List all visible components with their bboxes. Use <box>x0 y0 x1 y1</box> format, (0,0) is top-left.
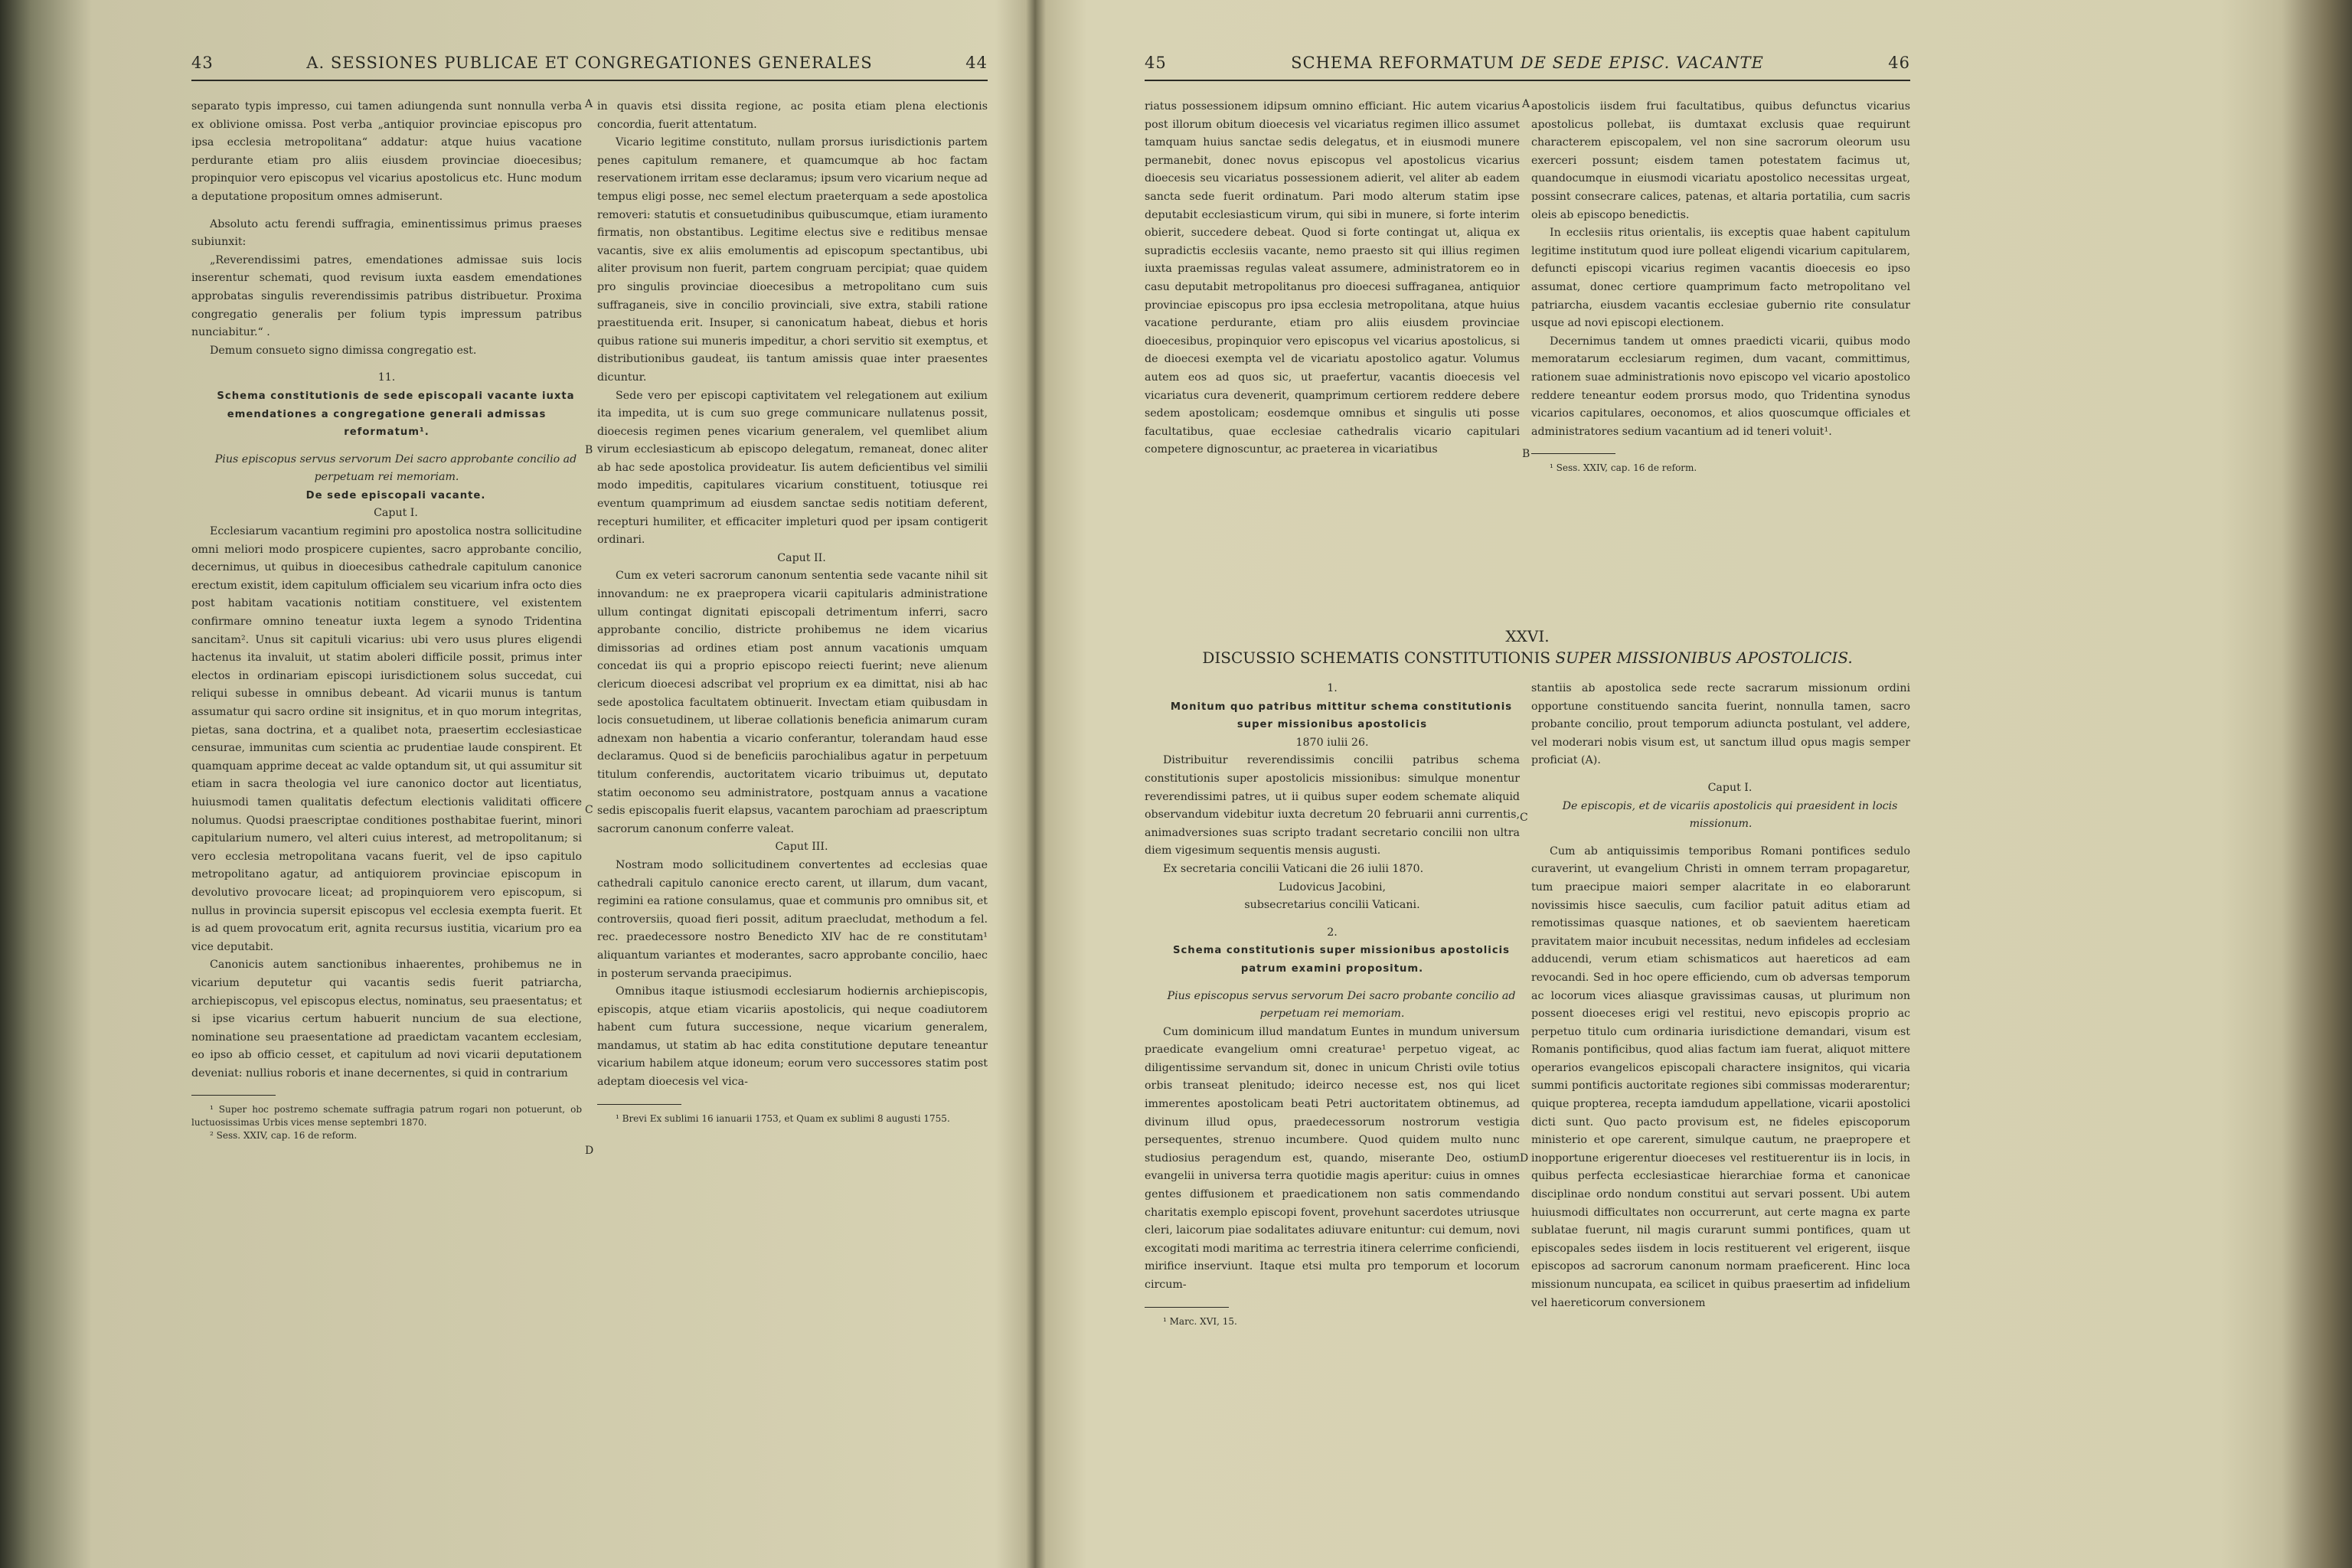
column-right-bottom <box>1531 680 1910 1312</box>
running-title <box>1145 54 1910 72</box>
margin-letter: C <box>1520 812 1528 824</box>
margin-letter: B <box>585 444 593 456</box>
margin-letter: A <box>585 98 593 110</box>
footnote-rule <box>1145 1307 1229 1308</box>
section-title-italic: SUPER MISSIONIBUS APOSTOLICIS. <box>1555 648 1853 667</box>
footnote: ² Sess. XXIV, cap. 16 de reform. <box>210 1130 358 1142</box>
section-heading: Schema constitutionis super missionibus apostolicis patrum examini propositum. <box>1172 945 1511 975</box>
footnote: ¹ Brevi Ex sublimi 16 ianuarii 1753, et Quam ex sublimi 8 augusti 1755. <box>616 1112 950 1124</box>
section-number: 2. <box>1327 926 1338 939</box>
paragraph: Canonicis autem sanctionibus inhaerentes, prohibemus ne in vicarium deputetur qui vacantis sedis fuerit patriarcha, archiepiscopus, vel episcopus electus, nominatus, seu praesentatus; et si ipse vicarius certum habuerit nuncium de sua electione, nominatione seu praesentatione ad praedictam vacantem ecclesiam, eo ipso ab officio cesset, et capitulum ad novi vicarii deputationem deveniat: nullius roboris et inane decernentes, si quid in contrarium <box>191 959 582 1080</box>
intro-formula: Pius episcopus servus servorum Dei sacro probante concilio ad perpetuam rei memoriam. <box>1167 989 1516 1021</box>
margin-letter: C <box>585 804 593 816</box>
caput-heading: Caput II. <box>777 551 826 564</box>
paragraph: Demum consueto signo dimissa congregatio est. <box>210 344 477 357</box>
paragraph: Ecclesiarum vacantium regimini pro apostolica nostra sollicitudine omni meliori modo prospicere cupientes, sacro approbante concilio, decernimus, ut quibus in dioecesibus cathedrale capitulum canonice erectum existit, idem capitulum officialem seu vicarium infra octo dies post habitam vacationis notitiam constituere, vel existentem confirmare omnino teneatur iuxta legem a synodo Tridentina sancitam². Unus sit capituli vicarius: ubi vero usus plures eligendi hactenus ita invaluit, ut statim aboleri difficile possit, primus inter electos in ordinariam episcopi iurisdictionem solus succedat, cui reliqui subesse in omnibus debeant. Ad vicarii munus is tantum assumatur qui sacro ordine sit insignitus, et in quo morum integritas, pietas, sana doctrina, et a qualibet nota, praesertim ecclesiasticae censurae, immunitas cum scientia ac prudentiae laude conspirent. Et quamquam apprime deceat ac valde optandum sit, ut qui assumitur sit etiam in sacra theologia vel iure canonico doctor aut licentiatus, huiusmodi tamen qualitatis defectum electionis validitati officere nolumus. Quodsi praescriptae conditiones posthabitae fuerint, minori capitularium numero, vel alteri cuius interest, ad metropolitanum; si vero ecclesia metropolitana vacans fuerit, vel de ipso capitulo metropolitano agatur, ad antiquiorem provinciae episcopum in devolutivo provocare liceat; ad propinquiorem vero episcopum, si nullus in provincia supersit episcopus vel ecclesia exempta fuerit. Et is ad quem provocatum erit, agnita recursus iustitia, vicarium pro ea vice deputabit. <box>191 525 582 953</box>
column-left-bottom <box>1145 680 1520 1328</box>
page-number: 45 <box>1145 54 1167 72</box>
paragraph: in quavis etsi dissita regione, ac posita etiam plena electionis concordia, fuerit attentatum. <box>597 100 988 131</box>
margin-letter: A <box>1522 98 1530 110</box>
paragraph: apostolicis iisdem frui facultatibus, quibus defunctus vicarius apostolicus pollebat, iis dumtaxat exclusis quae requirunt characterem episcopalem, vel non sine sacrorum oleorum usu exerceri possunt; eisdem tamen potestatem facimus ut, quandocumque in eiusmodi vicariatu apostolico necessitas urgeat, possint consecrare calices, patenas, et altaria portatilia, cum sacris oleis ab episcopo benedictis. <box>1531 100 1910 221</box>
column-left <box>191 98 582 1142</box>
signature-name: Ludovicus Jacobini, <box>1278 880 1387 893</box>
paragraph: Sede vero per episcopi captivitatem vel relegationem aut exilium ita impedita, ut is cum suo grege communicare nullatenus possit, dioecesis regimen penes vicarium generalem, vel quemlibet alium virum ecclesiasticum ab episcopo delegatum, remaneat, donec aliter ab hac sede apostolica provideatur. Iis autem deficientibus vel similii modo impeditis, capitulares vicarium constituent, totiusque rei eventum quamprimum ad eiusdem sanctae sedis notitiam deferent, recepturi humiliter, et efficaciter impleturi quod per ipsam contigerit ordinari. <box>597 389 988 547</box>
running-title-roman: SCHEMA REFORMATUM <box>1291 54 1515 72</box>
page-number: 43 <box>191 54 214 72</box>
section-number: 1. <box>1327 682 1338 694</box>
paragraph: Cum ex veteri sacrorum canonum sententia sede vacante nihil sit innovandum: ne ex praepropera vicarii capitularis administratione ullum contingat dignitati episcopali detrimentum inferri, sacro approbante concilio, districte prohibemus ne idem vicarius dimissorias ad ordines etiam post annum vacationis umquam concedat iis qui a proprio episcopo reiecti fuerint; neve alienum clericum dioecesi adscribat vel proprium ex ea dimittat, nisi ab hac sede apostolica facultatem obtinuerit. Invectam etiam quibusdam in locis consuetudinem, ut liberae collationis beneficia animarum curam adnexam non habentia a vicario conferantur, tolerandam haud esse declaramus. Quod si de beneficiis parochialibus agatur in perpetuum titulum conferendis, auctoritatem vicario tribuimus ut, deputato statim oeconomo seu administratore, postquam annus a vacatione sedis episcopalis fuerit elapsus, vacantem parochiam ad praescriptum sacrorum canonum conferre valeat. <box>597 570 988 835</box>
paragraph: Cum ab antiquissimis temporibus Romani pontifices sedulo curaverint, ut evangelium Christi in omnem terram propagaretur, tum praecipue maiori semper alacritate in eo elaborarunt novissimis hisce saeculis, cum facilior patuit aditus etiam ad remotissimas quasque nationes, et ob saevientem haereticam pravitatem maior incubuit necessitas, nedum infideles ad ecclesiam adducendi, verum etiam schismaticos aut haereticos ad eam revocandi. Sed in hoc opere efficiendo, cum ob adversas temporum ac locorum vices aliasque gravissimas causas, ut plurimum non possent dioeceses erigi vel restitui, nevo episcopis proprio ac perpetuo titulo cum ordinaria iurisdictione demandari, visum est Romanis pontificibus, quod alias factum iam fuerat, aliquot mittere operarios evangelicos episcopali charactere insignitos, qui vicaria summi pontificis auctoritate regiones sibi commissas moderarentur; quique propterea, recepta iamdudum appellatione, vicarii apostolici dicti sunt. Quo pacto provisum est, ne fideles episcoporum ministerio et ope carerent, simulque cautum, ne praepropere et inopportune erigerentur dioeceses vel restituerentur iis in locis, in quibus perfecta ecclesiasticae hierarchiae forma et canonicae disciplinae ordo nondum constitui aut servari possent. Ubi autem huiusmodi difficultates non occurrerunt, aut certe magna ex parte sublatae fuerunt, nil magis curarunt summi pontifices, quam ut episcopales sedes iisdem in locis restituerent vel erigerent, iisque episcopos ad sacrorum canonum normam praeficerent. Hinc loca missionum nuncupata, ea scilicet in quibus praesertim ad infidelium vel haereticorum conversionem <box>1531 844 1910 1309</box>
running-title-italic: DE SEDE EPISC. VACANTE <box>1520 54 1764 72</box>
footnote: ¹ Super hoc postremo schemate suffragia patrum rogari non potuerunt, ob luctuosissimas Urbis vices mense septembri 1870. <box>191 1104 582 1129</box>
head-rule <box>191 80 988 81</box>
section-heading: Schema constitutionis de sede episcopali vacante iuxta emendationes a congregatione generali admissas reformatum¹. <box>217 390 575 439</box>
section-title <box>1145 648 1910 668</box>
sub-heading: De sede episcopali vacante. <box>305 489 486 501</box>
right-page <box>1145 0 1910 1568</box>
paragraph: riatus possessionem idipsum omnino efficiant. Hic autem vicarius post illorum obitum dioecesis vel vicariatus regimen illico assumet tamquam huius sanctae sedis delegatus, et in eiusmodi munere permanebit, donec novus episcopus vel apostolicus vicarius dioecesis seu vicariatus possessionem adierit, vel aliter ab eadem sancta sede fuerit ordinatum. Pari modo alterum statim ipse deputabit ecclesiasticum virum, qui sibi in munere, si forte interim obierit, succedere debeat. Quod si forte contingat ut, aliqua ex supradictis ecclesiis vacante, nemo praesto sit qui illius regimen iuxta praemissas regulas valeat assumere, administratorem eo in casu deputabit metropolitanus pro dioecesi suffraganea, antiquior provinciae episcopus pro ipsa ecclesia metropolitana, atque huius vacatione perdurante, etiam pro aliis eiusdem provinciae dioecesibus, propinquior vero episcopus vel vicarius apostolicus, si de dioecesi exempta vel de vicariatu apostolico agatur. Volumus autem eos ad quos sic, ut praefertur, vacantis dioecesis vel vicariatus cura devenerit, quamprimum certiorem reddere debere sedem apostolicam; eosdemque omnibus et singulis uti posse facultatibus, quae ecclesiae cathedralis vicario capitulari competere dignoscuntur, ac praeterea in vicariatibus <box>1145 100 1520 456</box>
section-heading: Monitum quo patribus mittitur schema constitutionis super missionibus apostolicis <box>1170 701 1513 731</box>
left-page <box>191 0 988 1568</box>
footnote: ¹ Sess. XXIV, cap. 16 de reform. <box>1550 462 1697 474</box>
paragraph: In ecclesiis ritus orientalis, iis exceptis quae habent capitulum legitime institutum quod iure polleat eligendi vicarium capitularem, defuncti episcopi vicarius regimen vacantis dioecesis eo ipso assumat, donec certiore quamprimum facto metropolitano vel patriarcha, eiusdem vacantis ecclesiae gubernio rite consulatur usque ad novi episcopi electionem. <box>1531 227 1910 330</box>
paragraph: separato typis impresso, cui tamen adiungenda sunt nonnulla verba ex oblivione omissa. Post verba „antiquior provinciae episcopus pro ipsa ecclesia metropolitana“ addatur: atque huius vacatione perdurante etiam pro aliis eiusdem provinciae dioecesibus; propinquior vero episcopus vel vicarius apostolicus etc. Hunc modum a deputatione propositum omnes admiserunt. <box>191 100 582 203</box>
paragraph: Absoluto actu ferendi suffragia, eminentissimus primus praeses subiunxit: <box>191 217 582 249</box>
footnote: ¹ Marc. XVI, 15. <box>1163 1315 1237 1327</box>
paragraph: Omnibus itaque istiusmodi ecclesiarum hodiernis archiepiscopis, episcopis, atque etiam vicariis apostolicis, qui neque coadiutorem habent cum futura successione, neque vicarium generalem, mandamus, ut statim ab hac edita constitutione deputare teneantur vicarium habilem atque idoneum; eorum vero successores statim post adeptam dioecesis vel vica- <box>597 985 988 1089</box>
column-right-top <box>1531 98 1910 619</box>
margin-letter: B <box>1522 448 1530 460</box>
paragraph: Cum dominicum illud mandatum Euntes in mundum universum praedicate evangelium omni creaturae¹ perpetuo vigeat, ac diligentissime servandum sit, donec in unicum Christi ovile totius orbis transeat plenitudo; ideirco necesse est, nos qui licet immerentes apostolicam beati Petri auctoritatem obtinemus, ad divinum illud opus, praedecessorum nostrorum vestigia persequentes, strenuo incumbere. Quod quidem multo nunc studiosius peragendum est, quando, miserante Deo, ostium evangelii in universa terra quotidie magis aperitur: cuius in omnes gentes diffusionem et praedicationem non satis commendando charitatis exemplo episcopi fovent, provehunt sacerdotes utriusque cleri, laicorum piae sodalitates adiuvare enituntur: cui demum, novi excogitati modi maritima ac terrestria itinera celerrime conficiendi, mirifice inserviunt. Itaque etsi multa pro temporum et locorum circum- <box>1145 1025 1520 1291</box>
date-line: 1870 iulii 26. <box>1295 736 1369 749</box>
paragraph: Vicario legitime constituto, nullam prorsus iurisdictionis partem penes capitulum remanere, et quamcumque ab hoc factam reservationem irritam esse declaramus; ipsum vero vicarium neque ad tempus eligi posse, nec semel electum praeterquam a sede apostolica removeri: statutis et consuetudinibus quibuscumque, etiam iuramento firmatis, non obstantibus. Legitime electus sive e reditibus mensae vacantis, sive ex aliis emolumentis ad episcopum spectantibus, ubi aliter provisum non fuerit, partem congruam percipiat; quae quidem pro singulis provinciae dioecesibus a metropolitano cum suis suffraganeis, sive in concilio provinciali, sive extra, stabili ratione praestituenda erit. Insuper, si canonicatum habeat, diebus et horis quibus ratione sui muneris impeditur, a chori servitio sit exemptus, et distributionibus gaudeat, iis tantum amissis quae inter praesentes dicuntur. <box>597 136 988 384</box>
signature-title: subsecretarius concilii Vaticani. <box>1244 899 1420 912</box>
section-number: 11. <box>377 371 396 384</box>
head-rule <box>1145 80 1910 81</box>
caput-heading: Caput I. <box>1707 781 1753 794</box>
column-left-top <box>1145 98 1520 619</box>
paragraph: Distribuitur reverendissimis concilii patribus schema constitutionis super apostolicis missionibus: simulque monentur reverendissimi patres, ut ii quibus super eodem schemate aliquid observandum videbitur iuxta decretum 20 februarii anni currentis, animadversiones suas scripto tradant secretario concilii non ultra diem vigesimum sequentis mensis augusti. <box>1145 754 1520 858</box>
page-number: 44 <box>965 54 988 72</box>
footnote-rule <box>597 1104 681 1105</box>
caput-title: De episcopis, et de vicariis apostolicis qui praesident in locis missionum. <box>1562 799 1898 831</box>
section-number: XXVI. <box>1505 627 1550 645</box>
margin-letter: D <box>1520 1152 1529 1165</box>
paragraph: „Reverendissimi patres, emendationes admissae suis locis inserentur schemati, quod revisum iuxta easdem emendationes approbatas singulis reverendissimis patribus distribuetur. Proxima congregatio generalis per folium typis impressum patribus nunciabitur.“ . <box>191 253 582 339</box>
caput-heading: Caput III. <box>775 841 828 854</box>
paragraph: Nostram modo sollicitudinem convertentes ad ecclesias quae cathedrali capitulo canonice erecto carent, ut illarum, dum vacant, regimini ea ratione consulamus, quae et communis pro omnibus sit, et controversiis, quoad fieri possit, aditum praecludat, methodum a fel. rec. praedecessore nostro Benedicto XIV hac de re constitutam¹ aliquantum variantes et moderantes, sacro approbante concilio, haec in posterum servanda praecipimus. <box>597 858 988 980</box>
paragraph: Ex secretaria concilii Vaticani die 26 iulii 1870. <box>1163 862 1424 875</box>
paragraph: Decernimus tandem ut omnes praedicti vicarii, quibus modo memoratarum ecclesiarum regimen, dum vacant, committimus, rationem suae administrationis novo episcopo vel vicario apostolico reddere teneantur eodem prorsus modo, quo Tridentina synodus vicarios capitulares, oeconomos, et alios quoscumque officiales et administratores sedium vacantium ad id teneri voluit¹. <box>1531 335 1910 438</box>
page-number: 46 <box>1888 54 1910 72</box>
margin-letter: D <box>585 1145 594 1157</box>
caput-heading: Caput I. <box>374 507 418 520</box>
intro-formula: Pius episcopus servus servorum Dei sacro approbante concilio ad perpetuam rei memoriam. <box>214 452 577 484</box>
section-title-roman: DISCUSSIO SCHEMATIS CONSTITUTIONIS <box>1202 648 1551 667</box>
column-right <box>597 98 988 1125</box>
paragraph: stantiis ab apostolica sede recte sacrarum missionum ordini opportune constituendo sancita fuerint, nonnulla tamen, sacro probante concilio, prout temporum adiuncta postulant, vel addere, vel moderari nobis visum est, ut sanctum illud opus magis semper proficiat (A). <box>1531 682 1910 767</box>
running-title: A. SESSIONES PUBLICAE ET CONGREGATIONES GENERALES <box>306 54 873 72</box>
footnote-rule <box>1531 453 1615 454</box>
footnote-rule <box>191 1095 276 1096</box>
